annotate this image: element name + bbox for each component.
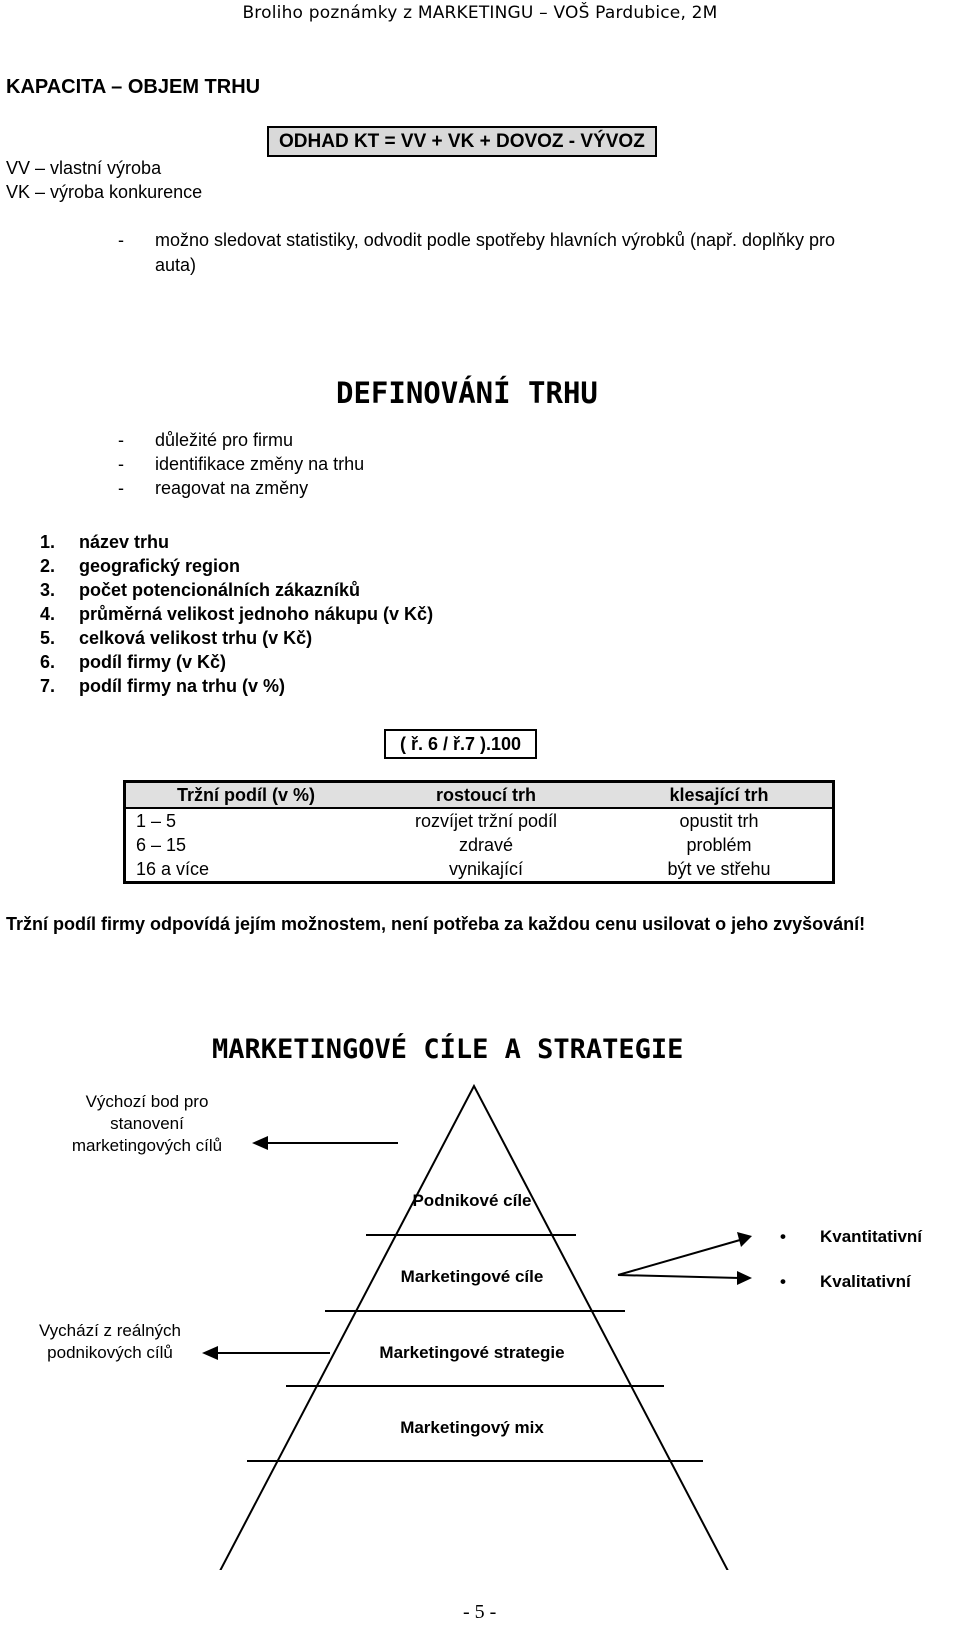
list-item: 2. geografický region [40,556,241,576]
table-header-row [125,782,834,809]
list-item: 6. podíl firmy (v Kč) [40,652,227,672]
arrow-head [737,1232,752,1247]
annotation-line: Výchozí bod pro [85,1092,209,1111]
header-cell: klesající trh [606,782,834,809]
conclusion-text: Tržní podíl firmy odpovídá jejím možnostem, není potřeba za každou cenu usilovat o jeho zvyšování! [6,914,866,934]
capacity-note-line1: možno sledovat statistiky, odvodit podle spotřeby hlavních výrobků (např. doplňky pro [155,230,836,250]
list-item: 3. počet potencionálních zákazníků [40,580,361,600]
table-cell: problém [686,835,752,855]
capacity-formula: ODHAD KT = VV + VK + DOVOZ - VÝVOZ [267,126,657,157]
point-row: - důležité pro firmu [118,430,294,450]
left-top-annotation [52,1091,242,1157]
level-marketingove-strategie: Marketingové strategie [379,1343,565,1362]
definovani-numbered-list [40,530,433,698]
page-number: - 5 - [463,1601,497,1623]
annotation-line: stanovení [110,1114,184,1133]
point-text: reagovat na změny [155,478,309,498]
note-dash: - [118,230,124,250]
bullet-text: Kvantitativní [820,1227,923,1246]
point-text: důležité pro firmu [155,430,294,450]
bullet-kvalitativni [780,1272,911,1292]
table-row [125,857,834,883]
annotation-line: podnikových cílů [47,1343,173,1362]
definition-vv: VV – vlastní výroba [6,158,162,178]
capacity-note-line2: auta) [155,255,197,275]
table-cell: opustit trh [679,811,759,831]
list-item: 4. průměrná velikost jednoho nákupu (v Kč) [40,604,434,624]
definition-vk: VK – výroba konkurence [6,182,203,202]
table-cell: zdravé [458,835,514,855]
list-item: 5. celková velikost trhu (v Kč) [40,628,313,648]
bullet-kvantitativni [780,1227,922,1247]
annotation-line: marketingových cílů [71,1136,223,1155]
arrow-line [618,1240,740,1275]
table-row [125,808,834,833]
table-cell: 6 – 15 [136,835,187,855]
bullet-dot: • [780,1272,786,1291]
level-marketingove-cile: Marketingové cíle [400,1267,544,1286]
table-cell: vynikající [448,859,524,879]
table-cell: být ve střehu [667,859,771,879]
level-podnikove-cile: Podnikové cíle [412,1191,532,1210]
page-header: Broliho poznámky z MARKETINGU – VOŠ Pardubice, 2M [242,3,718,23]
share-table [123,780,835,884]
table-cell: 16 a více [136,859,210,879]
bullet-dot: • [780,1227,786,1246]
definovani-points [118,428,364,500]
pyramid-outline [210,1086,738,1570]
table-cell: rozvíjet tržní podíl [414,811,558,831]
definovani-title: DEFINOVÁNÍ TRHU [336,376,598,410]
header-cell: Tržní podíl (v %) [125,782,367,809]
list-item: 1. název trhu [40,532,170,552]
header-cell: rostoucí trh [366,782,606,809]
table-row [125,833,834,857]
point-row: - reagovat na změny [118,478,309,498]
kapacita-title: KAPACITA – OBJEM TRHU [6,76,261,98]
point-text: identifikace změny na trhu [155,454,365,474]
arrow-line [618,1275,740,1278]
list-item: 7. podíl firmy na trhu (v %) [40,676,286,696]
table-cell: 1 – 5 [136,811,177,831]
bullet-text: Kvalitativní [820,1272,911,1291]
arrow-head [737,1271,752,1285]
annotation-line: Vychází z reálných [38,1321,182,1340]
market-share-table [123,780,835,884]
share-calculation: ( ř. 6 / ř.7 ).100 [384,729,537,759]
left-bottom-annotation [15,1320,205,1364]
strategy-title: MARKETINGOVÉ CÍLE A STRATEGIE [212,1034,684,1065]
point-row: - identifikace změny na trhu [118,454,365,474]
level-marketingovy-mix: Marketingový mix [400,1418,544,1437]
arrow-head [252,1136,268,1150]
